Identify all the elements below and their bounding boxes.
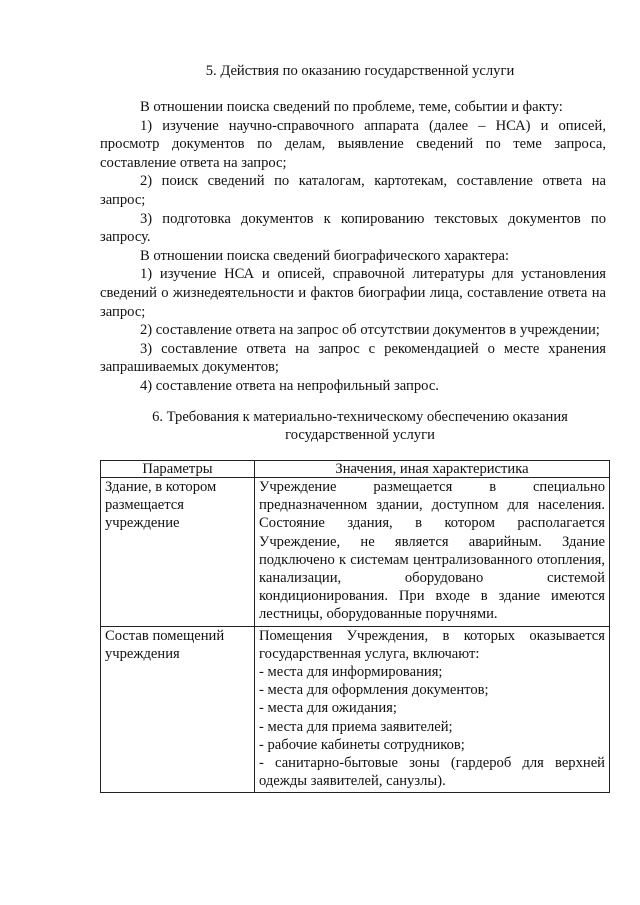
value-list-item: - рабочие кабинеты сотрудников; [259,736,465,753]
paragraph: В отношении поиска сведений биографического характера: [140,247,510,264]
table-header-row [101,461,610,478]
table-cell-param: Здание, в котором размещается учреждение [101,478,255,627]
section-5-title: 5. Действия по оказанию государственной услуги [205,63,515,79]
column-header-parameters: Параметры [101,461,255,478]
section-6-title-line-1: 6. Требования к материально-техническому обеспечению оказания [152,409,568,425]
section-6-title-line-2: государственной услуги [285,427,435,443]
paragraph: В отношении поиска сведений по проблеме, теме, событии и факту: [140,99,563,115]
list-item: 1) изучение научно-справочного аппарата (далее – НСА) и описей, просмотр документов по делам, выявление сведений по теме запроса, составление ответа на запрос; [100,117,606,171]
section-6-title [100,408,620,444]
value-list-item: - санитарно-бытовые зоны (гардероб для верхней одежды заявителей, санузлы). [259,755,605,790]
list-item: 2) поиск сведений по каталогам, картотекам, составление ответа на запрос; [100,173,606,208]
value-list-item: - места для информирования; [259,664,443,681]
value-intro: Помещения Учреждения, в которых оказывается государственная услуга, включают: [259,627,605,662]
column-header-values: Значения, иная характеристика [255,461,610,478]
list-item: 3) подготовка документов к копированию текстовых документов по запросу. [100,210,606,246]
section-5-body [100,98,606,396]
list-item: 2) составление ответа на запрос об отсутствии документов в учреждении; [140,322,600,339]
table-row [101,478,610,627]
list-item: 4) составление ответа на непрофильный запрос. [140,377,439,394]
table-cell-value [255,626,610,793]
table-cell-value: Учреждение размещается в специально предназначенном здании, доступном для населения. Состояние здания, в котором располагается Учреждение, не является аварийным. Здание подключено к системам централизованного отопления, канализации, оборудовано системой кондиционирования. При входе в здание имеются лестницы, оборудованные поручнями. [255,478,610,627]
value-list-item: - места для приема заявителей; [259,718,453,735]
value-list-item: - места для ожидания; [259,700,397,717]
list-item: 1) изучение НСА и описей, справочной литературы для установления сведений о жизнедеятельности и фактов биографии лица, составление ответа на запрос; [100,266,606,320]
value-list-item: - места для оформления документов; [259,682,489,699]
list-item: 3) составление ответа на запрос с рекомендацией о месте хранения запрашиваемых документов; [100,340,606,376]
requirements-table [100,460,610,793]
table-cell-param: Состав помещений учреждения [101,626,255,793]
table-row [101,626,610,793]
